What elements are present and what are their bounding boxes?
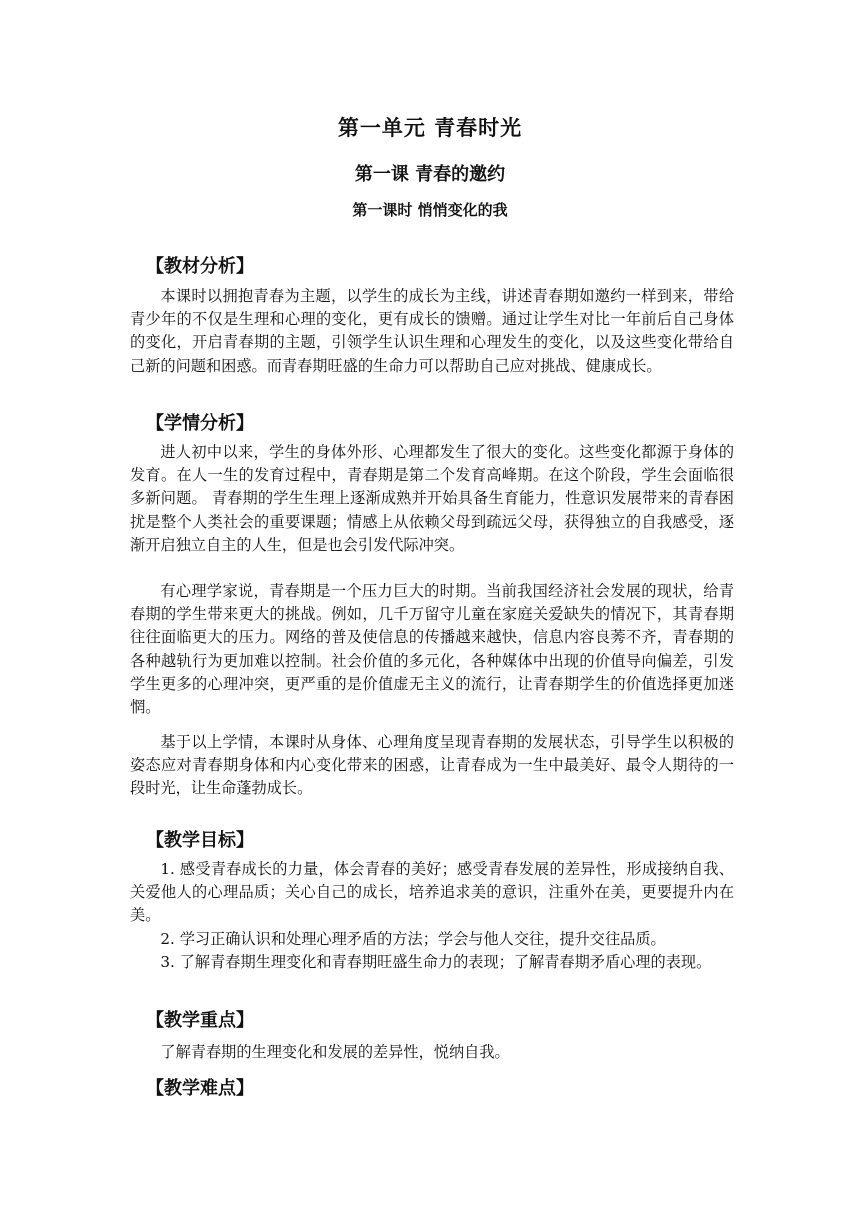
teaching-goal-1: 1. 感受青春成长的力量，体会青春的美好；感受青春发展的差异性，形成接纳自我、关爱他人的心理品质；关心自己的成长，培养追求美的意识，注重外在美，更要提升内在美。 [130,860,734,925]
teaching-goal-3: 3. 了解青春期生理变化和青春期旺盛生命力的表现；了解青春期矛盾心理的表现。 [160,953,712,971]
material-analysis-text: 本课时以拥抱青春为主题，以学生的成长为主线，讲述青春期如邀约一样到来，带给青少年的不仅是生理和心理的变化，更有成长的馈赠。通过让学生对比一年前后自己身体的变化，开启青春期的主题，引领学生认识生理和心理发生的变化，以及这些变化带给自己新的问题和困惑。而青春期旺盛的生命力可以帮助自己应对挑战、健康成长。 [130,287,734,375]
heading-material-analysis: 【教材分析】 [146,256,254,277]
period-title: 第一课时 悄悄变化的我 [352,201,508,219]
heading-key-points: 【教学重点】 [146,1010,254,1031]
key-points-text: 了解青春期的生理变化和发展的差异性，悦纳自我。 [160,1043,510,1061]
student-analysis-paragraph-3: 基于以上学情，本课时从身体、心理角度呈现青春期的发展状态，引导学生以积极的姿态应对青春期身体和内心变化带来的困惑，让青春成为一生中最美好、最令人期待的一段时光，让生命蓬勃成长。 [130,733,734,798]
lesson-title: 第一课 青春的邀约 [354,164,506,185]
heading-student-analysis: 【学情分析】 [146,413,254,434]
heading-difficulties: 【教学难点】 [146,1078,254,1099]
student-analysis-paragraph-2: 有心理学家说，青春期是一个压力巨大的时期。当前我国经济社会发展的现状，给青春期的学生带来更大的挑战。例如，几千万留守儿童在家庭关爱缺失的情况下，其青春期往往面临更大的压力。网络的普及使信息的传播越来越快，信息内容良莠不齐，青春期的各种越轨行为更加难以控制。社会价值的多元化，各种媒体中出现的价值导向偏差，引发学生更多的心理冲突，更严重的是价值虚无主义的流行，让青春期学生的价值选择更加迷惘。 [130,582,734,717]
unit-title: 第一单元 青春时光 [337,116,523,140]
heading-teaching-goals: 【教学目标】 [146,830,254,851]
student-analysis-paragraph-1: 进人初中以来，学生的身体外形、心理都发生了很大的变化。这些变化都源于身体的发育。在人一生的发育过程中，青春期是第二个发育高峰期。在这个阶段，学生会面临很多新问题。 青春期的学生生理上逐渐成熟并开始具备生育能力，性意识发展带来的青春困扰是整个人类社会的重要课题；情感上从依赖父母到疏远父母，获得独立的自我感受，逐渐开启独立自主的人生，但是也会引发代际冲突。 [130,443,734,554]
teaching-goal-2: 2. 学习正确认识和处理心理矛盾的方法；学会与他人交往，提升交往品质。 [160,930,666,948]
